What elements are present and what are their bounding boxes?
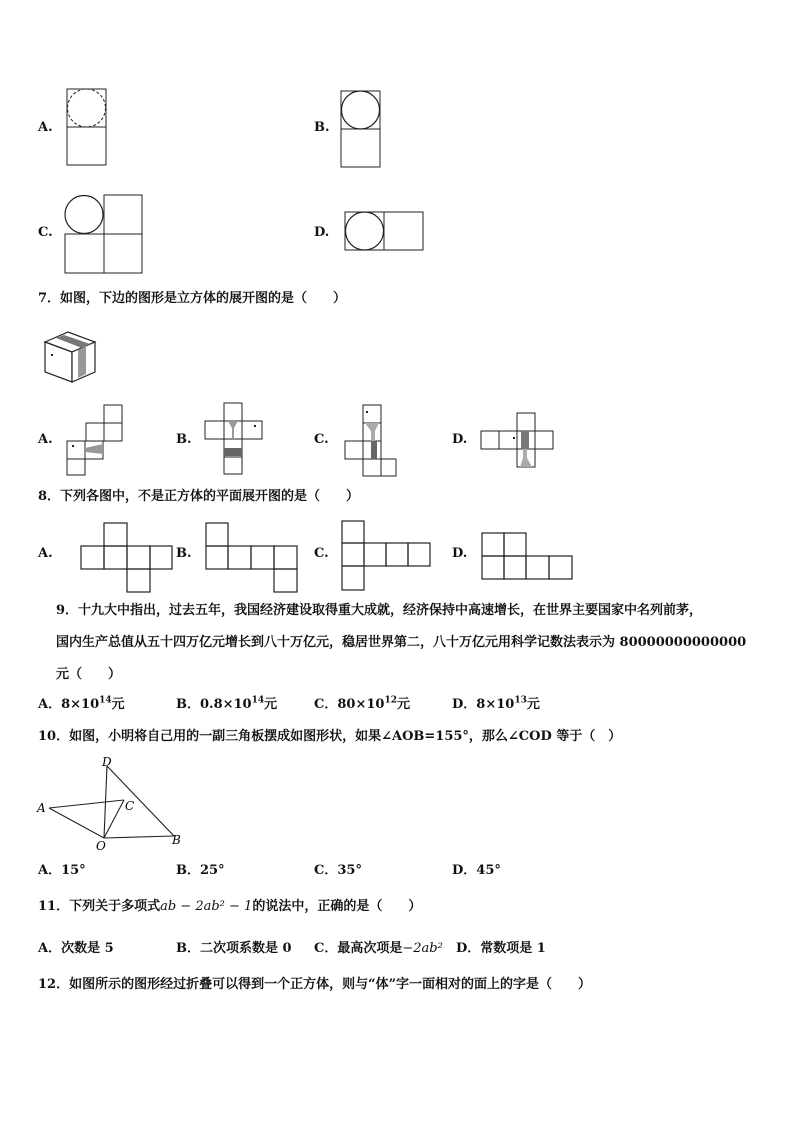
q8-option-c-label: C. (314, 546, 329, 561)
q6-option-c-label: C. (38, 225, 53, 240)
q9-question-line-1: 9．十九大中指出，过去五年，我国经济建设取得重大成就，经济保持中高速增长，在世界主要国家中名列前茅， (56, 603, 703, 618)
q6-option-c-figure (64, 194, 144, 276)
q7-option-c-label: C. (314, 432, 329, 447)
q11-option-c: C．最高次项是−2ab² (314, 941, 443, 956)
q7-option-a-label: A. (38, 432, 53, 447)
q9-option-d: D．$8\times 10^{13}$元 (452, 695, 540, 712)
q8-option-b-label: B. (176, 546, 192, 561)
q12-question-text: 12．如图所示的图形经过折叠可以得到一个正方体，则与“体”字一面相对的面上的字是（ ） (38, 977, 592, 992)
q8-option-d-label: D. (452, 546, 468, 561)
q11-polynomial: ab − 2ab² − 1 (160, 899, 253, 914)
q6-option-a-figure (66, 88, 108, 168)
q8-option-b-net (204, 522, 300, 594)
q6-option-d-label: D. (314, 225, 330, 240)
q10-question-text: 10．如图，小明将自己用的一副三角板摆成如图形状，如果∠AOB=155°，那么∠COD 等于（ ） (38, 729, 622, 744)
q6-option-b-figure (340, 90, 382, 170)
q11-question-text: 11．下列关于多项式ab − 2ab² − 1的说法中，正确的是（ ） (38, 899, 422, 914)
q7-option-b-net (204, 402, 264, 476)
q7-option-a-net (66, 404, 124, 476)
q8-option-c-net (340, 520, 434, 592)
q9-option-a: A．$8\times 10^{14}$元 (38, 695, 125, 712)
q10-option-a: A．15° (38, 863, 86, 878)
q10-point-o-label: O (96, 839, 106, 853)
q10-option-c: C．35° (314, 863, 362, 878)
q10-option-b: B．25° (176, 863, 225, 878)
q7-cube-figure (40, 330, 100, 386)
q10-point-d-label: D (102, 755, 112, 769)
q6-option-a-label: A. (38, 120, 53, 135)
q8-option-a-net (80, 522, 174, 594)
q7-option-c-net (344, 404, 398, 478)
q9-question-line-3: 元（ ） (56, 667, 122, 682)
q6-option-d-figure (344, 211, 426, 253)
q10-point-a-label: A (37, 801, 46, 815)
q8-option-a-label: A. (38, 546, 53, 561)
q8-option-d-net (480, 530, 576, 582)
q7-option-b-label: B. (176, 432, 192, 447)
q9-question-line-2: 国内生产总值从五十四万亿元增长到八十万亿元，稳居世界第二，八十万亿元用科学记数法表示为 80000000000000 (56, 635, 747, 650)
q8-question-text: 8．下列各图中，不是正方体的平面展开图的是（ ） (38, 489, 360, 504)
q7-option-d-label: D. (452, 432, 468, 447)
q10-point-b-label: B (172, 833, 181, 847)
q11-option-d: D．常数项是 1 (456, 941, 546, 956)
q6-option-b-label: B. (314, 120, 330, 135)
q10-point-c-label: C (125, 799, 135, 813)
q7-question-text: 7．如图，下边的图形是立方体的展开图的是（ ） (38, 291, 347, 306)
q10-option-d: D．45° (452, 863, 501, 878)
q11-option-a: A．次数是 5 (38, 941, 114, 956)
q9-option-c: C．$80\times 10^{12}$元 (314, 695, 410, 712)
q9-option-b: B．$0.8\times 10^{14}$元 (176, 695, 278, 712)
q7-option-d-net (480, 412, 556, 470)
q11-option-b: B．二次项系数是 0 (176, 941, 292, 956)
q10-triangles-figure (36, 754, 186, 852)
